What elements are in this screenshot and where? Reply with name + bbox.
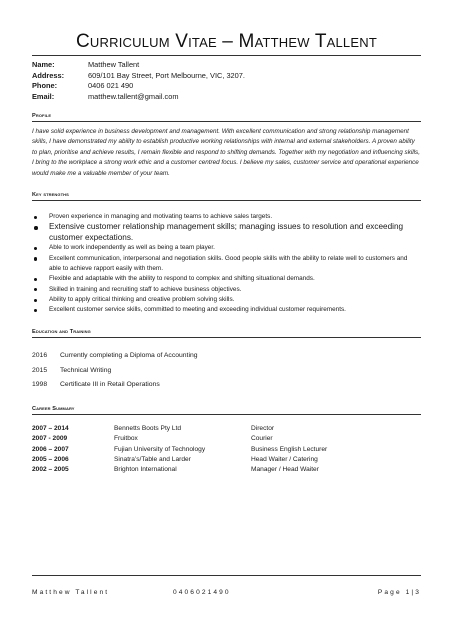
strengths-list [32,212,421,316]
education-text: Currently completing a Diploma of Accounting [60,352,198,359]
career-period: 2006 – 2007 [32,445,69,453]
contact-label: Address: [32,70,65,80]
footer-phone: 0406021490 [173,589,231,596]
profile-heading: Profile [32,113,52,119]
career-role: Courier [251,435,273,443]
contact-block [32,60,245,102]
list-item: Excellent customer service skills, committed to meeting and exceeding individual customer requirements. [32,305,421,315]
career-role: Head Waiter / Catering [251,455,318,463]
contact-email-row [32,92,245,103]
list-item: Flexible and adaptable with the ability to respond to complex and shifting situational demands. [32,274,421,284]
career-company: Sinatra’s/Table and Larder [114,455,191,463]
list-item: Skilled in training and recruiting staff to achieve business objectives. [32,285,421,295]
career-period: 2007 - 2009 [32,435,68,443]
career-heading: Career Summary [32,406,75,412]
career-period: 2007 – 2014 [32,425,69,432]
career-company: Fruitbox [114,435,138,443]
contact-value: matthew.tallent@gmail.com [88,91,179,101]
career-role: Director [251,425,275,432]
career-company: Bennetts Boots Pty Ltd [114,425,182,432]
career-period: 2002 – 2005 [32,466,69,474]
career-role: Business English Lecturer [251,445,328,453]
table-row [32,434,327,444]
list-item: Extensive customer relationship management skills; managing issues to resolution and exceeding customer expectations. [32,222,421,243]
list-item: Excellent communication, interpersonal and negotiation skills. Good people skills with the ability to relate well to customers and able to achieve rapport easily with them. [32,254,421,275]
career-period: 2005 – 2006 [32,455,69,463]
footer-name: Matthew Tallent [32,589,110,596]
title-divider [32,55,421,56]
education-heading: Education and Training [32,329,91,335]
contact-label: Email: [32,91,55,101]
education-list [32,349,198,393]
strengths-heading: Key strengths [32,192,69,198]
career-divider [32,414,421,415]
contact-label: Phone: [32,81,58,90]
contact-value: Matthew Tallent [88,60,140,69]
contact-phone-row [32,81,245,92]
education-divider [32,337,421,338]
list-item: Able to work independently as well as being a team player. [32,243,421,253]
document-title: Curriculum Vitae – Matthew Tallent [76,31,377,52]
contact-label: Name: [32,60,55,69]
table-row [32,455,327,465]
career-company: Brighton International [114,466,177,474]
education-year: 1998 [32,381,48,388]
profile-divider [32,121,421,122]
footer-divider [32,575,421,576]
contact-value: 609/101 Bay Street, Port Melbourne, VIC, 3207. [88,70,245,80]
list-item [32,349,198,364]
table-row [32,445,327,455]
career-role: Manager / Head Waiter [251,466,319,474]
contact-name-row [32,60,245,71]
contact-value: 0406 021 490 [88,81,134,90]
table-row [32,465,327,475]
list-item: Proven experience in managing and motivating teams to achieve sales targets. [32,212,421,222]
career-table [32,424,327,475]
education-year: 2015 [32,366,48,374]
list-item [32,364,198,379]
strengths-divider [32,200,421,201]
page-number: Page 1|3 [377,589,421,596]
contact-address-row [32,71,245,82]
education-year: 2016 [32,352,48,359]
list-item [32,378,198,393]
career-company: Fujian University of Technology [114,445,206,453]
profile-text: I have solid experience in business development and management. With excellent communication and strong relationship management skills, I have demonstrated my ability to establish productive working relationships with internal and external stakeholders. A proven ability to plan, prioritise and achieve results, I remain flexible and respond to shifting demands. Together with my negotiation and influencing skills, I bring to the workplace a strong work ethic and a customer centred focus. I believe my sales, customer service and operational experience would make me a valuable member of your team. [32,128,420,177]
education-text: Technical Writing [60,366,112,374]
education-text: Certificate III in Retail Operations [60,381,160,388]
list-item: Ability to apply critical thinking and creative problem solving skills. [32,295,421,305]
table-row [32,424,327,434]
